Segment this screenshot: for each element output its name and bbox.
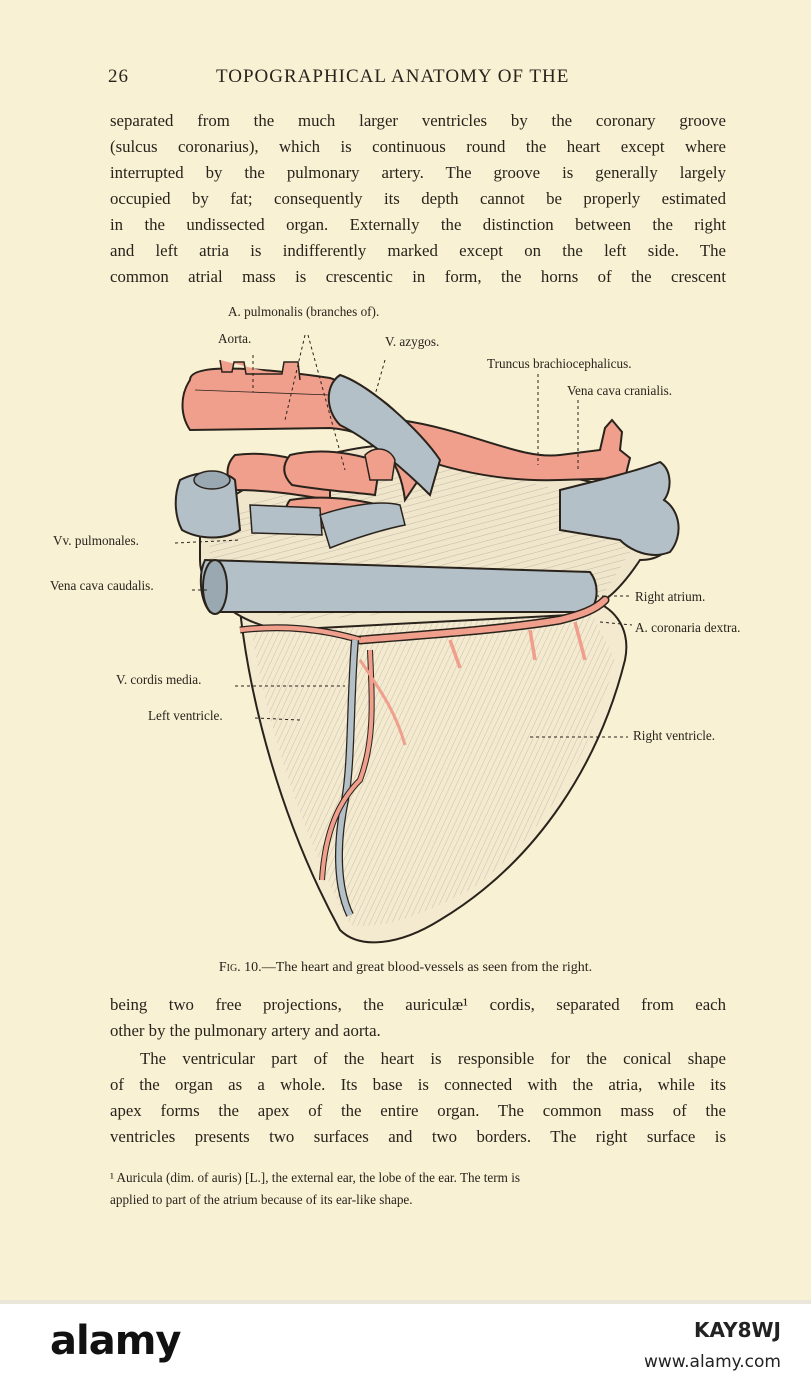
label-v-cordis-media: V. cordis media. <box>116 672 202 687</box>
text-line: occupied by fat; consequently its depth cannot be properly estimated <box>110 189 726 208</box>
text-line: ventricles presents two surfaces and two borders. The right surface is <box>110 1127 726 1146</box>
watermark-bar <box>0 1300 811 1390</box>
footnote-line: applied to part of the atrium because of its ear-like shape. <box>110 1192 413 1207</box>
text-line: common atrial mass is crescentic in form, the horns of the crescent <box>110 267 726 286</box>
divider <box>0 1300 811 1304</box>
figure-number: Fig. 10. <box>218 960 262 975</box>
text-line: and left atria is indifferently marked except on the left side. The <box>110 241 726 260</box>
image-id: KAY8WJ <box>694 1318 781 1342</box>
paragraph-bottom-1 <box>110 992 726 1044</box>
label-right-atrium: Right atrium. <box>635 589 706 604</box>
label-left-ventricle: Left ventricle. <box>148 708 223 723</box>
label-right-ventricle: Right ventricle. <box>633 728 716 743</box>
label-a-coronaria-dextra: A. coronaria dextra. <box>635 620 741 635</box>
label-a-pulmonalis: A. pulmonalis (branches of). <box>228 304 380 319</box>
label-v-azygos: V. azygos. <box>385 334 440 349</box>
text-line: apex forms the apex of the entire organ. The common mass of the <box>110 1101 726 1120</box>
text-line: The ventricular part of the heart is responsible for the conical shape <box>140 1049 726 1068</box>
text-line: separated from the much larger ventricles by the coronary groove <box>110 111 726 130</box>
running-title: TOPOGRAPHICAL ANATOMY OF THE <box>216 66 570 87</box>
text-line: of the organ as a whole. Its base is connected with the atria, while its <box>110 1075 726 1094</box>
paragraph-bottom-2 <box>110 1046 726 1150</box>
caption-text: —The heart and great blood-vessels as seen from the right. <box>261 960 593 975</box>
label-vena-cava-cranialis: Vena cava cranialis. <box>567 383 673 398</box>
alamy-logo: alamy <box>50 1318 181 1364</box>
text-line: in the undissected organ. Externally the distinction between the right <box>110 215 726 234</box>
label-vv-pulmonales: Vv. pulmonales. <box>53 533 139 548</box>
label-truncus-brachiocephalicus: Truncus brachiocephalicus. <box>487 356 632 371</box>
text-line: other by the pulmonary artery and aorta. <box>110 1021 381 1040</box>
label-aorta: Aorta. <box>218 331 252 346</box>
footnote-line: ¹ Auricula (dim. of auris) [L.], the external ear, the lobe of the ear. The term is <box>110 1170 521 1185</box>
text-line: being two free projections, the auriculæ¹ cordis, separated from each <box>110 995 726 1014</box>
figure-caption <box>0 960 811 976</box>
text-line: (sulcus coronarius), which is continuous round the heart except where <box>110 137 726 156</box>
text-line: interrupted by the pulmonary artery. The groove is generally largely <box>110 163 726 182</box>
label-vena-cava-caudalis: Vena cava caudalis. <box>50 578 154 593</box>
watermark-info <box>644 1318 781 1372</box>
watermark-url: www.alamy.com <box>643 1352 781 1372</box>
footnote <box>110 1167 726 1211</box>
page-number: 26 <box>108 66 129 87</box>
